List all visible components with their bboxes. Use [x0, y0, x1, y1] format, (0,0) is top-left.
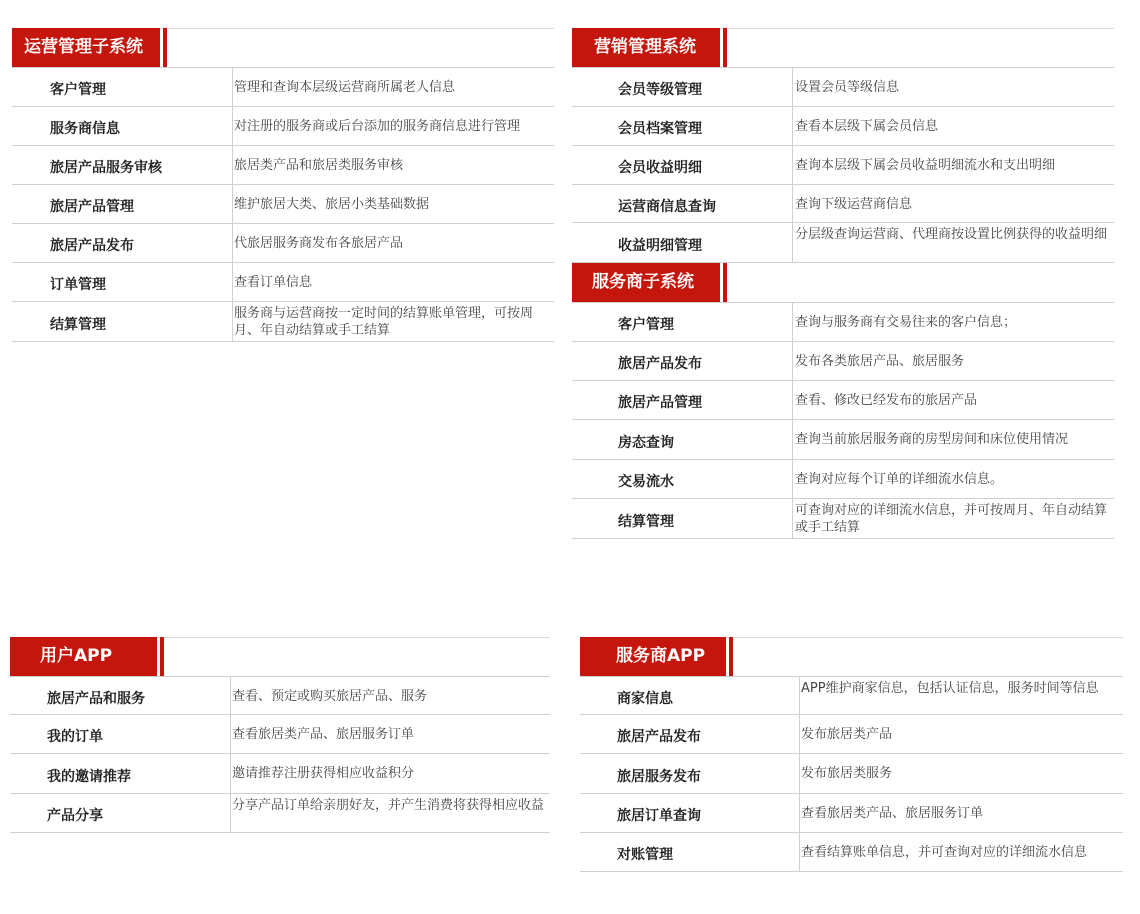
feature-name: 会员等级管理: [618, 82, 702, 98]
feature-name: 旅居产品和服务: [47, 690, 145, 707]
column-divider: [799, 677, 800, 714]
feature-name: 运营商信息查询: [618, 198, 716, 215]
feature-name: 旅居订单查询: [617, 808, 701, 824]
table-row: [12, 146, 554, 185]
column-divider: [232, 185, 233, 223]
feature-name: 交易流水: [618, 474, 674, 490]
column-divider: [799, 715, 800, 753]
feature-desc: 对注册的服务商或后台添加的服务商信息进行管理: [234, 119, 521, 134]
panel-header: [572, 28, 1114, 68]
feature-desc: 查看结算账单信息，并可查询对应的详细流水信息: [801, 845, 1088, 860]
title-accent-bar: [729, 637, 733, 676]
panel-marketing: [572, 28, 1114, 263]
feature-name: 结算管理: [618, 513, 674, 530]
panel-header: [12, 28, 554, 68]
table-row: [10, 754, 550, 794]
title-accent-bar: [723, 28, 727, 67]
feature-name: 旅居产品管理: [50, 199, 134, 215]
table-row: [580, 715, 1123, 754]
table-row: [580, 833, 1123, 872]
feature-desc: 查看订单信息: [234, 275, 313, 290]
column-divider: [792, 460, 793, 498]
feature-desc: 可查询对应的详细流水信息，并可按周月、年自动结算或手工结算: [795, 503, 1108, 535]
column-divider: [230, 677, 231, 714]
column-divider: [230, 794, 231, 832]
table-row: [580, 677, 1123, 715]
table-row: [572, 460, 1114, 499]
feature-desc: 发布旅居类服务: [801, 766, 893, 781]
feature-desc: 分享产品订单给亲朋好友，并产生消费将获得相应收益: [232, 798, 545, 813]
column-divider: [792, 146, 793, 184]
panel-header: [580, 637, 1123, 677]
column-divider: [799, 794, 800, 832]
panel-header: [572, 263, 1114, 303]
table-row: [12, 68, 554, 107]
column-divider: [792, 420, 793, 459]
table-row: [10, 715, 550, 754]
feature-desc: 管理和查询本层级运营商所属老人信息: [234, 80, 456, 95]
feature-desc: 查看旅居类产品、旅居服务订单: [801, 806, 984, 821]
table-row: [580, 794, 1123, 833]
feature-table: [572, 68, 1114, 263]
panel-provider-app: [580, 637, 1123, 877]
feature-name: 会员档案管理: [618, 121, 702, 137]
table-row: [572, 499, 1114, 539]
feature-name: 对账管理: [617, 847, 673, 863]
column-divider: [792, 68, 793, 106]
feature-desc: 发布各类旅居产品、旅居服务: [795, 354, 965, 369]
feature-desc: 代旅居服务商发布各旅居产品: [234, 236, 404, 251]
table-row: [12, 263, 554, 302]
panel-title: 用户APP: [10, 637, 157, 676]
feature-desc: 查看、预定或购买旅居产品、服务: [232, 689, 428, 704]
column-divider: [230, 754, 231, 793]
column-divider: [792, 107, 793, 145]
feature-desc: 维护旅居大类、旅居小类基础数据: [234, 197, 430, 212]
panel-title: 运营管理子系统: [12, 28, 160, 67]
feature-name: 旅居产品服务审核: [50, 160, 162, 176]
feature-table: [572, 303, 1114, 539]
column-divider: [230, 715, 231, 753]
panel-title: 服务商子系统: [572, 263, 720, 302]
feature-desc: 查询本层级下属会员收益明细流水和支出明细: [795, 158, 1056, 173]
feature-desc: 设置会员等级信息: [795, 80, 900, 95]
table-row: [12, 302, 554, 342]
column-divider: [792, 223, 793, 262]
column-divider: [792, 499, 793, 538]
feature-desc: 发布旅居类产品: [801, 727, 893, 742]
table-row: [10, 794, 550, 833]
panel-header: [10, 637, 550, 677]
table-row: [572, 223, 1114, 263]
feature-name: 会员收益明细: [618, 160, 702, 176]
table-row: [572, 303, 1114, 342]
feature-name: 收益明细管理: [618, 237, 702, 254]
panel-provider: [572, 263, 1114, 539]
feature-name: 旅居服务发布: [617, 768, 701, 785]
feature-desc: 邀请推荐注册获得相应收益积分: [232, 766, 415, 781]
feature-desc: 旅居类产品和旅居类服务审核: [234, 158, 404, 173]
table-row: [12, 224, 554, 263]
feature-name: 我的邀请推荐: [47, 768, 131, 785]
feature-name: 旅居产品发布: [618, 356, 702, 372]
feature-desc: 查询与服务商有交易往来的客户信息；: [795, 315, 1017, 330]
column-divider: [799, 833, 800, 871]
column-divider: [792, 303, 793, 341]
title-accent-bar: [723, 263, 727, 302]
feature-table: [580, 677, 1123, 872]
feature-name: 商家信息: [617, 690, 673, 707]
table-row: [572, 107, 1114, 146]
panel-ops: [12, 28, 554, 343]
table-row: [572, 146, 1114, 185]
table-row: [572, 381, 1114, 420]
feature-name: 服务商信息: [50, 121, 120, 137]
column-divider: [232, 302, 233, 341]
feature-desc: 查看、修改已经发布的旅居产品: [795, 393, 978, 408]
table-row: [12, 107, 554, 146]
table-row: [572, 185, 1114, 223]
column-divider: [232, 68, 233, 106]
panel-user-app: [10, 637, 550, 837]
table-row: [12, 185, 554, 224]
feature-name: 旅居产品发布: [50, 238, 134, 254]
panel-title: 营销管理系统: [572, 28, 720, 67]
feature-desc: 查询下级运营商信息: [795, 197, 913, 212]
table-row: [10, 677, 550, 715]
feature-desc: 查询当前旅居服务商的房型房间和床位使用情况: [795, 432, 1069, 447]
column-divider: [792, 342, 793, 380]
table-row: [580, 754, 1123, 794]
feature-name: 旅居产品管理: [618, 395, 702, 411]
column-divider: [232, 263, 233, 301]
feature-desc: 查询对应每个订单的详细流水信息。: [795, 472, 1004, 487]
feature-desc: 分层级查询运营商、代理商按设置比例获得的收益明细: [795, 227, 1108, 242]
column-divider: [232, 107, 233, 145]
feature-desc: 服务商与运营商按一定时间的结算账单管理，可按周月、年自动结算或手工结算: [234, 306, 534, 338]
table-row: [572, 420, 1114, 460]
feature-name: 我的订单: [47, 729, 103, 745]
column-divider: [232, 224, 233, 262]
panel-title: 服务商APP: [580, 637, 726, 676]
column-divider: [792, 381, 793, 419]
column-divider: [799, 754, 800, 793]
feature-name: 客户管理: [618, 317, 674, 333]
column-divider: [792, 185, 793, 222]
feature-name: 旅居产品发布: [617, 729, 701, 745]
feature-name: 结算管理: [50, 316, 106, 333]
feature-table: [10, 677, 550, 833]
title-accent-bar: [163, 28, 167, 67]
feature-desc: 查看本层级下属会员信息: [795, 119, 939, 134]
table-row: [572, 68, 1114, 107]
feature-name: 产品分享: [47, 808, 103, 824]
column-divider: [232, 146, 233, 184]
title-accent-bar: [160, 637, 164, 676]
feature-table: [12, 68, 554, 342]
feature-desc: 查看旅居类产品、旅居服务订单: [232, 727, 415, 742]
feature-desc: APP维护商家信息，包括认证信息，服务时间等信息: [801, 681, 1099, 696]
feature-name: 订单管理: [50, 277, 106, 293]
feature-name: 房态查询: [618, 434, 674, 451]
table-row: [572, 342, 1114, 381]
feature-name: 客户管理: [50, 82, 106, 98]
